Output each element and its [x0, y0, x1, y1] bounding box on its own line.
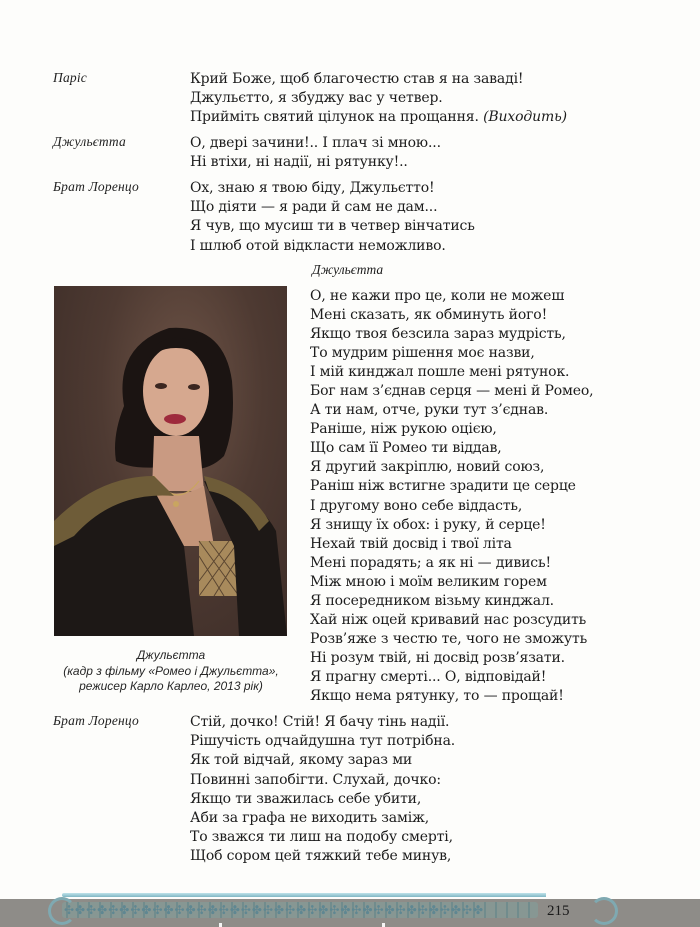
verse-line: То зважся ти лиш на подобу смерті,	[190, 829, 453, 846]
verse-line: Розв’яже з честю те, чого не зможуть	[310, 630, 588, 647]
verse-line: Бог нам з’єднав серця — мені й Ромео,	[310, 383, 594, 400]
speech-lines	[190, 70, 567, 128]
verse-line: І мій кинджал пошле мені рятунок.	[310, 364, 570, 381]
verse-line: І шлюб отой відкласти неможливо.	[190, 237, 446, 254]
verse-line: Нехай твій досвід і твої літа	[310, 535, 512, 552]
tick-mark	[382, 923, 385, 927]
verse-line: То мудрим рішення моє назви,	[310, 345, 535, 362]
tick-mark	[219, 923, 222, 927]
verse-line: Рішучість одчайдушна тут потрібна.	[190, 733, 456, 750]
verse-line: Ні розум твій, ні досвід розв’язати.	[310, 649, 565, 666]
speech-lines	[190, 179, 475, 256]
verse-line: Хай ніж оцей кривавий нас розсудить	[310, 611, 587, 628]
verse-line: О, двері зачини!.. І плач зі мною...	[190, 135, 441, 151]
scroll-curl-right-icon	[590, 897, 618, 925]
scroll-curl-left-icon	[48, 897, 76, 925]
verse-line: Якщо нема рятунку, то — прощай!	[310, 687, 564, 704]
verse-line: Я прагну смерті... О, відповідай!	[310, 668, 547, 685]
verse-line: Мені порадять; а як ні — дивись!	[310, 554, 551, 571]
verse-line: Раніш ніж встигне зрадити це серце	[310, 478, 576, 495]
verse-line: І другому воно себе віддасть,	[310, 497, 523, 514]
verse-line: Мені сказать, як обминуть його!	[310, 307, 548, 324]
ornament-pattern: ✣✤✣✤✣✤✣✤✣✤✣✤✣✤✣✤✣✤✣✤✣✤✣✤✣✤✣✤✣✤✣✤✣✤✣✤✣✤	[64, 903, 485, 917]
stage-direction: (Виходить)	[483, 109, 567, 126]
verse-line: Якщо твоя безсила зараз мудрість,	[310, 326, 566, 343]
speech-juliet-2	[310, 287, 593, 706]
verse-line: Що сам її Ромео ти віддав,	[310, 440, 502, 457]
verse-line: Крий Боже, щоб благочестю став я на заваді!	[190, 71, 524, 87]
verse-line: Аби за графа не виходить заміж,	[190, 810, 430, 827]
verse-text: Прийміть святий цілунок на прощання.	[190, 109, 479, 126]
verse-line: Я чув, що мусиш ти в четвер вінчатись	[190, 218, 475, 235]
verse-line: Як той відчай, якому зараз ми	[190, 752, 413, 769]
verse-line: Я знищу їх обох: і руку, й серце!	[310, 516, 546, 533]
verse-line: Раніше, ніж рукою оцією,	[310, 421, 497, 438]
juliet-film-still	[54, 286, 287, 636]
speaker-name: Брат Лоренцо	[53, 179, 139, 194]
portrait-illustration	[54, 286, 287, 636]
verse-line: Що діяти — я ради й сам не дам...	[190, 199, 438, 216]
verse-line: Щоб сором цей тяжкий тебе минув,	[190, 848, 452, 865]
speaker-name: Джульєтта	[53, 134, 126, 149]
verse-line: О, не кажи про це, коли не можеш	[310, 288, 565, 304]
footer-band	[62, 893, 546, 897]
speech-lines	[190, 134, 441, 172]
verse-line: Я посередником візьму кинджал.	[310, 592, 554, 609]
caption-line: (кадр з фільму «Ромео і Джульєтта»,	[63, 663, 279, 678]
verse-line: Між мною і моїм великим горем	[310, 573, 547, 590]
verse-line: Ні втіхи, ні надії, ні рятунку!..	[190, 154, 408, 171]
verse-line: Повинні запобігти. Слухай, дочко:	[190, 771, 441, 788]
verse-line: Ох, знаю я твою біду, Джульєтто!	[190, 180, 435, 196]
caption-title: Джульєтта	[136, 648, 206, 662]
caption-line: режисер Карло Карлео, 2013 рік)	[79, 679, 263, 693]
verse-line	[190, 108, 567, 127]
verse-line: А ти нам, отче, руки тут з’єднав.	[310, 402, 549, 419]
verse-line: Я другий закріплю, новий союз,	[310, 459, 545, 476]
speech-lines	[190, 713, 455, 867]
page-number: 215	[547, 903, 570, 919]
speaker-name: Джульєтта	[312, 262, 384, 277]
verse-line: Стій, дочко! Стій! Я бачу тінь надії.	[190, 714, 450, 730]
figure-caption	[40, 648, 302, 695]
speaker-name: Брат Лоренцо	[53, 713, 139, 728]
page-footer	[0, 885, 700, 927]
verse-line: Джульєтто, я збуджу вас у четвер.	[190, 90, 443, 107]
verse-line: Якщо ти зважилась себе убити,	[190, 790, 422, 807]
speaker-name: Паріс	[53, 70, 87, 85]
